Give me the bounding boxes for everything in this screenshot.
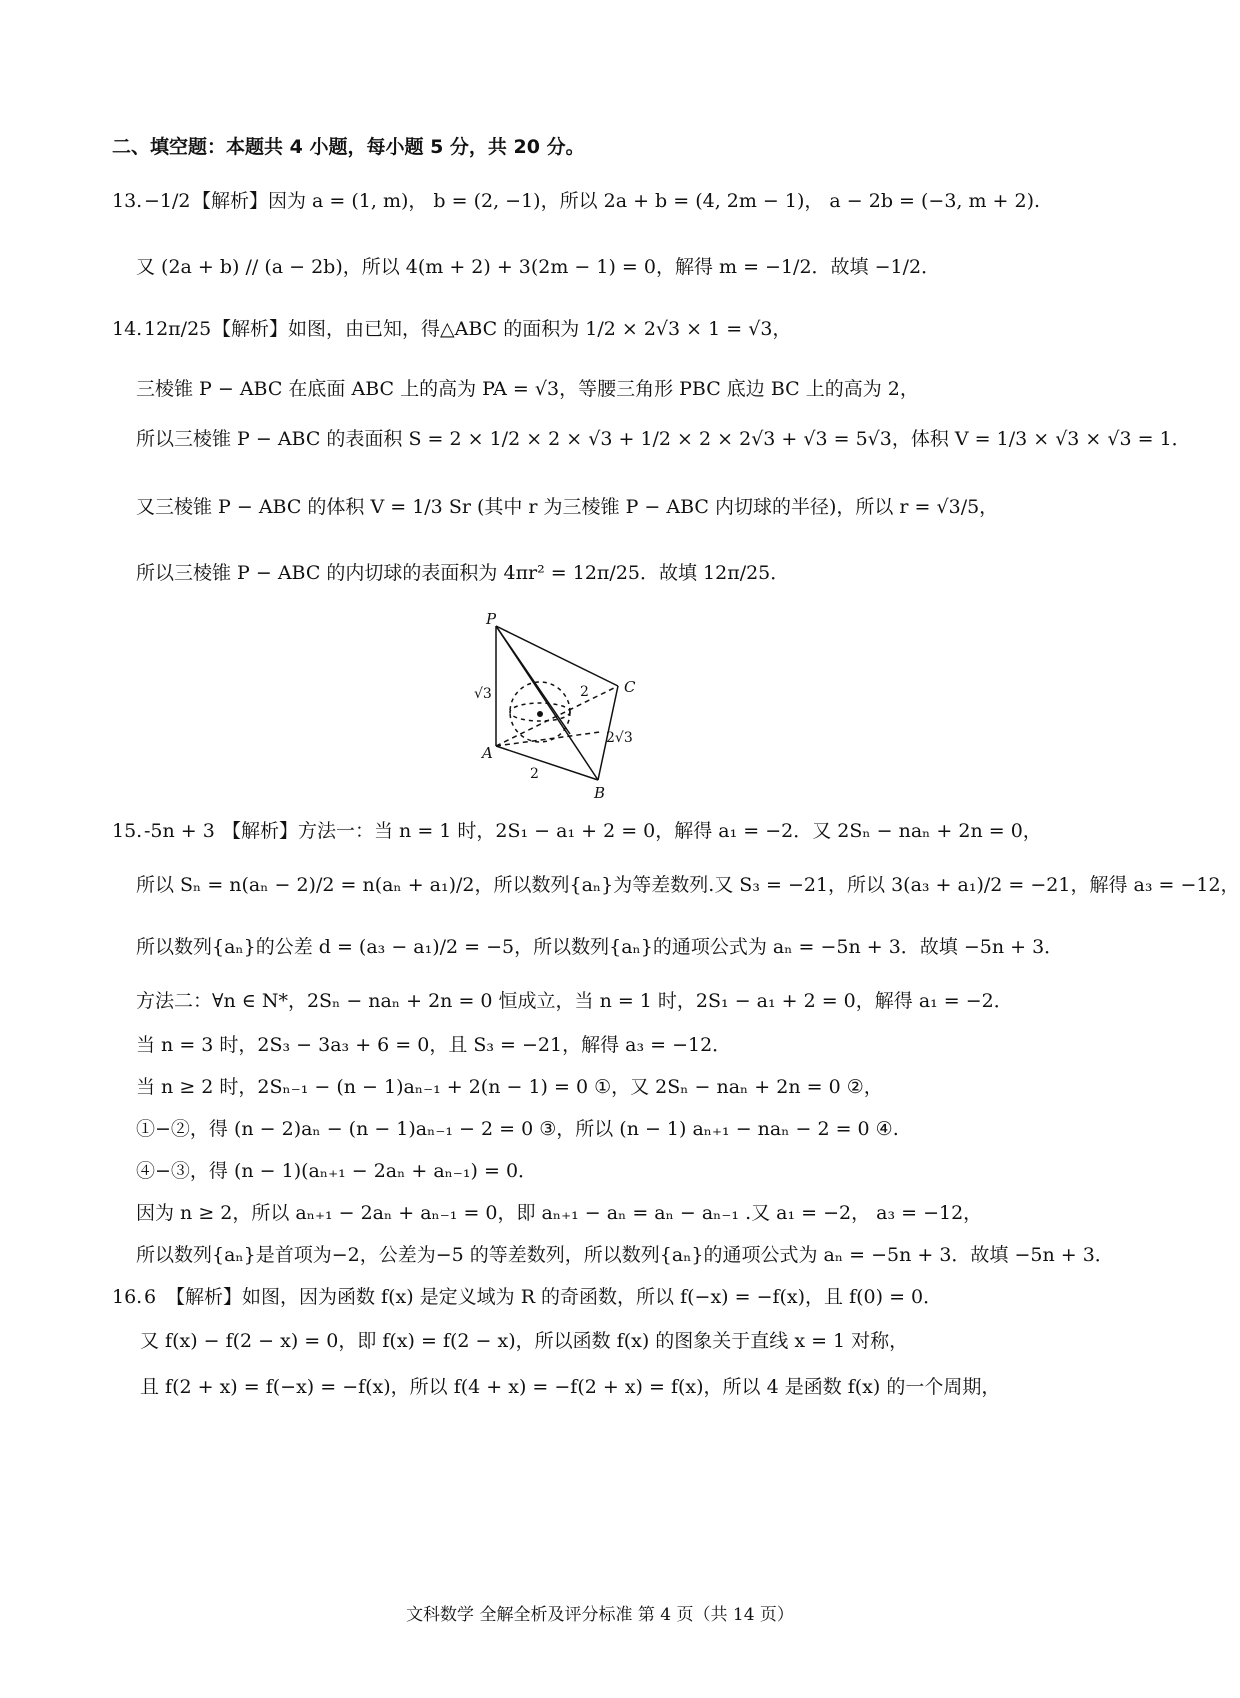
edge-label-pa: √3 — [474, 686, 492, 702]
question-15-line-5: 当 n = 3 时，2S₃ − 3a₃ + 6 = 0，且 S₃ = −21，解得 a₃ = −12． — [136, 1034, 732, 1056]
pyramid-figure — [474, 610, 650, 802]
vertex-label-p: P — [486, 610, 497, 628]
question-15-line-3: 所以数列{aₙ}的公差 d = (a₃ − a₁)/2 = −5，所以数列{aₙ}的通项公式为 aₙ = −5n + 3．故填 −5n + 3． — [136, 936, 1064, 958]
question-15-line-10: 所以数列{aₙ}是首项为−2，公差为−5 的等差数列，所以数列{aₙ}的通项公式为 aₙ = −5n + 3．故填 −5n + 3． — [136, 1244, 1114, 1266]
question-15-line-4: 方法二：∀n ∈ N*，2Sₙ − naₙ + 2n = 0 恒成立，当 n = 1 时，2S₁ − a₁ + 2 = 0，解得 a₁ = −2． — [136, 990, 1013, 1012]
question-14-line-1: 【解析】如图，由已知，得△ABC 的面积为 1/2 × 2√3 × 1 = √3， — [212, 318, 792, 340]
question-16-line-3: 且 f(2 + x) = f(−x) = −f(x)，所以 f(4 + x) = −f(2 + x) = f(x)，所以 4 是函数 f(x) 的一个周期， — [140, 1376, 1001, 1398]
question-16-number: 16. — [112, 1286, 143, 1308]
sphere-center-dot — [537, 711, 543, 717]
vertex-label-c: C — [624, 678, 636, 696]
question-15-line-8: ④−③，得 (n − 1)(aₙ₊₁ − 2aₙ + aₙ₋₁) = 0． — [136, 1160, 538, 1182]
question-15-line-2: 所以 Sₙ = n(aₙ − 2)/2 = n(aₙ + a₁)/2，所以数列{aₙ}为等差数列.又 S₃ = −21，所以 3(a₃ + a₁)/2 = −21，解得 a₃ = −12， — [136, 874, 1240, 896]
question-16-answer: 6 — [144, 1286, 157, 1308]
edge-label-ab: 2 — [530, 766, 539, 782]
question-13-line-1: 【解析】因为 a = (1, m)， b = (2, −1)，所以 2a + b = (4, 2m − 1)， a − 2b = (−3, m + 2). — [192, 190, 1041, 212]
question-14-line-5: 所以三棱锥 P − ABC 的内切球的表面积为 4πr² = 12π/25．故填 12π/25． — [136, 562, 790, 584]
question-13-number: 13. — [112, 190, 143, 212]
edge-label-pc: 2 — [580, 684, 589, 700]
question-15-line-1: 【解析】方法一：当 n = 1 时，2S₁ − a₁ + 2 = 0，解得 a₁ = −2．又 2Sₙ − naₙ + 2n = 0， — [222, 820, 1042, 842]
question-15-answer: -5n + 3 — [144, 820, 215, 842]
question-14-line-3: 所以三棱锥 P − ABC 的表面积 S = 2 × 1/2 × 2 × √3 + 1/2 × 2 × 2√3 + √3 = 5√3，体积 V = 1/3 × √3 × √3 = 1． — [136, 428, 1191, 450]
question-13-line-2: 又 (2a + b) // (a − 2b)，所以 4(m + 2) + 3(2m − 1) = 0，解得 m = −1/2．故填 −1/2． — [136, 256, 941, 278]
question-15-number: 15. — [112, 820, 143, 842]
question-13-answer: −1/2 — [144, 190, 191, 212]
question-15-line-9: 因为 n ≥ 2，所以 aₙ₊₁ − 2aₙ + aₙ₋₁ = 0，即 aₙ₊₁ − aₙ = aₙ − aₙ₋₁ .又 a₁ = −2， a₃ = −12， — [136, 1202, 983, 1224]
question-15-line-6: 当 n ≥ 2 时，2Sₙ₋₁ − (n − 1)aₙ₋₁ + 2(n − 1) = 0 ①，又 2Sₙ − naₙ + 2n = 0 ②， — [136, 1076, 883, 1098]
question-14-answer: 12π/25 — [144, 318, 212, 340]
section-header: 二、填空题：本题共 4 小题，每小题 5 分，共 20 分。 — [112, 136, 585, 158]
vertex-label-a: A — [482, 744, 493, 762]
question-14-line-4: 又三棱锥 P − ABC 的体积 V = 1/3 Sr (其中 r 为三棱锥 P − ABC 内切球的半径)，所以 r = √3/5， — [136, 496, 999, 518]
question-14-number: 14. — [112, 318, 143, 340]
question-14-line-2: 三棱锥 P − ABC 在底面 ABC 上的高为 PA = √3，等腰三角形 PBC 底边 BC 上的高为 2， — [136, 378, 919, 400]
page-footer: 文科数学 全解全析及评分标准 第 4 页（共 14 页） — [406, 1605, 794, 1625]
vertex-label-b: B — [594, 784, 606, 802]
edge-label-bc: 2√3 — [606, 730, 633, 746]
question-16-line-1: 【解析】如图，因为函数 f(x) 是定义域为 R 的奇函数，所以 f(−x) = −f(x)，且 f(0) = 0． — [166, 1286, 943, 1308]
question-15-line-7: ①−②，得 (n − 2)aₙ − (n − 1)aₙ₋₁ − 2 = 0 ③，所以 (n − 1) aₙ₊₁ − naₙ − 2 = 0 ④. — [136, 1118, 899, 1140]
question-16-line-2: 又 f(x) − f(2 − x) = 0，即 f(x) = f(2 − x)，所以函数 f(x) 的图象关于直线 x = 1 对称， — [140, 1330, 909, 1352]
